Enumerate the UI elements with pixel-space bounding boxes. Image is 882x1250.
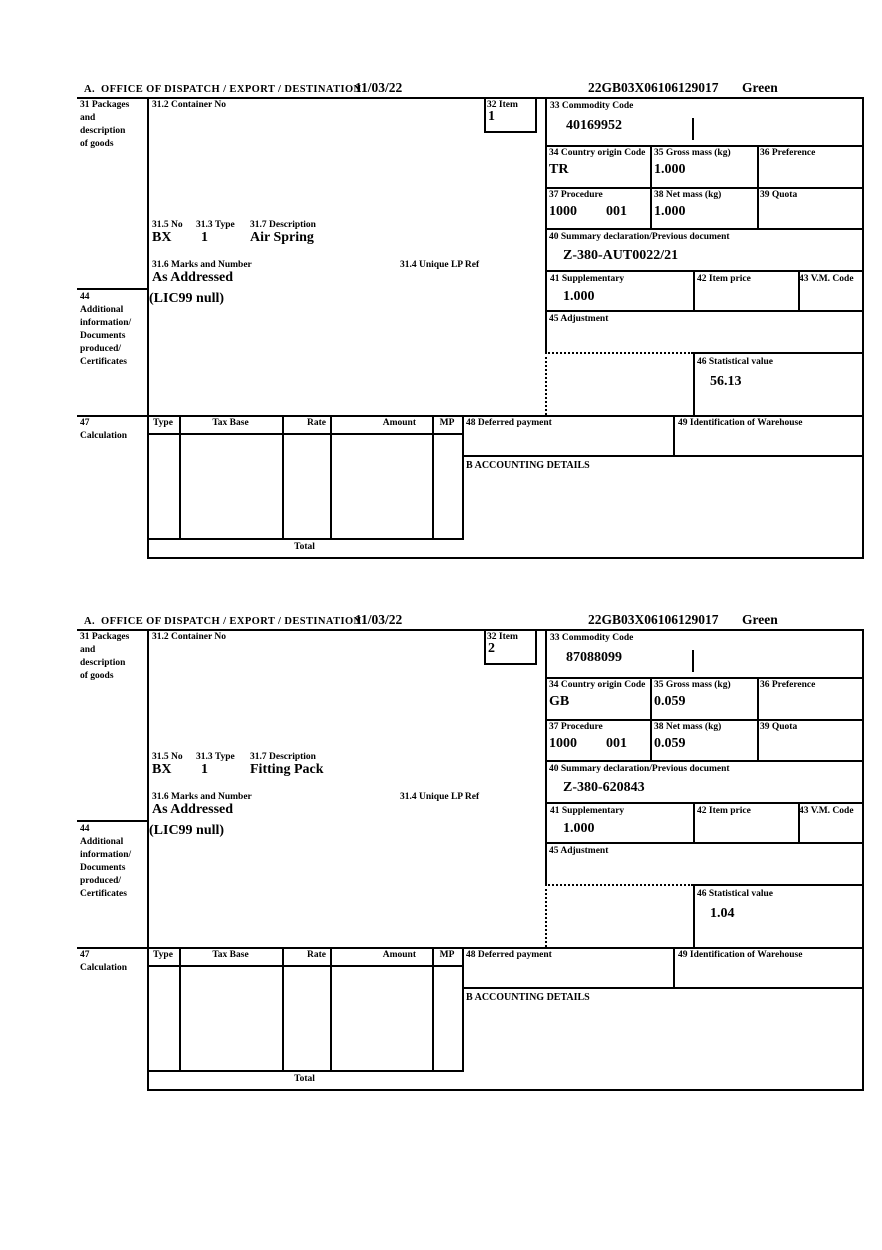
box44-label-line4: Documents bbox=[80, 331, 126, 341]
supplementary-value: 1.000 bbox=[563, 821, 595, 836]
gross-mass-label: 35 Gross mass (kg) bbox=[654, 148, 731, 158]
grid-line bbox=[650, 677, 652, 760]
declaration-item-section bbox=[0, 80, 882, 562]
item-price-label: 42 Item price bbox=[697, 806, 751, 816]
grid-line bbox=[77, 629, 864, 631]
grid-line bbox=[147, 1089, 864, 1091]
unique-lp-ref-label: 31.4 Unique LP Ref bbox=[400, 792, 480, 802]
vm-code-label: 43 V.M. Code bbox=[799, 274, 854, 284]
grid-line bbox=[179, 415, 181, 538]
box44-label-line4: Documents bbox=[80, 863, 126, 873]
grid-line bbox=[693, 270, 695, 310]
country-origin-value: GB bbox=[549, 694, 570, 709]
description-value: Fitting Pack bbox=[250, 762, 324, 777]
grid-line bbox=[147, 629, 149, 1091]
country-origin-label: 34 Country origin Code bbox=[549, 148, 646, 158]
grid-line bbox=[545, 842, 864, 844]
grid-line bbox=[147, 97, 149, 559]
grid-line bbox=[545, 145, 864, 147]
package-no-label: 31.5 No bbox=[152, 752, 183, 762]
statistical-value-label: 46 Statistical value bbox=[697, 357, 773, 367]
box47-label-line1: 47 bbox=[80, 418, 90, 428]
grid-line bbox=[545, 270, 864, 272]
previous-document-label: 40 Summary declaration/Previous document bbox=[549, 764, 730, 774]
box44-label-line2: Additional bbox=[80, 837, 124, 847]
country-origin-label: 34 Country origin Code bbox=[549, 680, 646, 690]
grid-line bbox=[462, 987, 864, 989]
dotted-grid-line bbox=[545, 352, 693, 354]
net-mass-label: 38 Net mass (kg) bbox=[654, 190, 722, 200]
box44-label-line5: produced/ bbox=[80, 876, 122, 886]
commodity-code-value: 40169952 bbox=[566, 118, 622, 133]
marks-number-label: 31.6 Marks and Number bbox=[152, 260, 252, 270]
dotted-grid-line bbox=[545, 352, 547, 415]
box47-label-line1: 47 bbox=[80, 950, 90, 960]
grid-line bbox=[545, 629, 547, 884]
box31-label-line4: of goods bbox=[80, 671, 114, 681]
box31-label-line1: 31 Packages bbox=[80, 100, 130, 110]
grid-line bbox=[462, 415, 464, 538]
calc-header-tax-base: Tax Base bbox=[212, 418, 249, 428]
grid-line bbox=[545, 677, 864, 679]
box47-label-line2: Calculation bbox=[80, 963, 127, 973]
box44-label-line1: 44 bbox=[80, 824, 90, 834]
preference-label: 36 Preference bbox=[760, 680, 816, 690]
grid-line bbox=[147, 557, 864, 559]
box44-label-line5: produced/ bbox=[80, 344, 122, 354]
previous-document-value: Z-380-620843 bbox=[563, 780, 645, 795]
previous-document-value: Z-380-AUT0022/21 bbox=[563, 248, 679, 263]
routing-status: Green bbox=[742, 80, 778, 95]
supplementary-label: 41 Supplementary bbox=[550, 274, 625, 284]
office-of-dispatch-label: A. OFFICE OF DISPATCH / EXPORT / DESTINATION bbox=[84, 616, 362, 627]
grid-line bbox=[757, 145, 759, 228]
grid-line bbox=[673, 947, 675, 987]
calc-header-amount: Amount bbox=[382, 418, 416, 428]
deferred-payment-label: 48 Deferred payment bbox=[466, 418, 552, 428]
description-label: 31.7 Description bbox=[250, 752, 316, 762]
quota-label: 39 Quota bbox=[760, 722, 798, 732]
commodity-code-tick bbox=[692, 650, 694, 672]
box44-label-line1: 44 bbox=[80, 292, 90, 302]
box44-label-line3: information/ bbox=[80, 318, 132, 328]
box44-label-line6: Certificates bbox=[80, 357, 127, 367]
grid-line bbox=[545, 719, 864, 721]
total-label: Total bbox=[294, 542, 315, 552]
grid-line bbox=[545, 97, 547, 352]
item-label: 32 Item bbox=[487, 632, 518, 642]
grid-line bbox=[545, 760, 864, 762]
net-mass-value: 0.059 bbox=[654, 736, 686, 751]
calc-header-rate: Rate bbox=[307, 418, 326, 428]
procedure-value: 1000 bbox=[549, 204, 577, 219]
grid-line bbox=[693, 884, 695, 947]
procedure-label: 37 Procedure bbox=[549, 190, 603, 200]
calc-header-type: Type bbox=[153, 950, 173, 960]
box31-label-line4: of goods bbox=[80, 139, 114, 149]
statistical-value: 56.13 bbox=[710, 374, 742, 389]
box31-label-line2: and bbox=[80, 645, 96, 655]
grid-line bbox=[693, 352, 864, 354]
item-price-label: 42 Item price bbox=[697, 274, 751, 284]
item-number-value: 2 bbox=[488, 641, 495, 656]
commodity-code-label: 33 Commodity Code bbox=[550, 633, 634, 643]
grid-line bbox=[77, 415, 864, 417]
deferred-payment-label: 48 Deferred payment bbox=[466, 950, 552, 960]
warehouse-id-label: 49 Identification of Warehouse bbox=[678, 418, 803, 428]
grid-line bbox=[545, 228, 864, 230]
marks-number-value: As Addressed bbox=[152, 270, 234, 285]
marks-number-value: As Addressed bbox=[152, 802, 234, 817]
package-type-value: 1 bbox=[201, 762, 208, 777]
routing-status: Green bbox=[742, 612, 778, 627]
office-of-dispatch-label: A. OFFICE OF DISPATCH / EXPORT / DESTINATION bbox=[84, 84, 362, 95]
declaration-item-section bbox=[0, 612, 882, 1094]
declaration-date: 11/03/22 bbox=[355, 612, 403, 627]
grid-line bbox=[147, 433, 464, 435]
grid-line bbox=[757, 677, 759, 760]
declaration-reference: 22GB03X06106129017 bbox=[588, 80, 719, 95]
procedure-ext-value: 001 bbox=[606, 736, 627, 751]
accounting-details-label: B ACCOUNTING DETAILS bbox=[466, 460, 590, 471]
description-label: 31.7 Description bbox=[250, 220, 316, 230]
item-label: 32 Item bbox=[487, 100, 518, 110]
dotted-grid-line bbox=[545, 884, 693, 886]
package-type-value: 1 bbox=[201, 230, 208, 245]
grid-line bbox=[545, 802, 864, 804]
procedure-ext-value: 001 bbox=[606, 204, 627, 219]
declaration-date: 11/03/22 bbox=[355, 80, 403, 95]
box31-label-line3: description bbox=[80, 658, 126, 668]
unique-lp-ref-label: 31.4 Unique LP Ref bbox=[400, 260, 480, 270]
commodity-code-label: 33 Commodity Code bbox=[550, 101, 634, 111]
grid-line bbox=[282, 415, 284, 538]
calc-header-rate: Rate bbox=[307, 950, 326, 960]
supplementary-label: 41 Supplementary bbox=[550, 806, 625, 816]
grid-line bbox=[432, 415, 434, 538]
box31-label-line3: description bbox=[80, 126, 126, 136]
adjustment-label: 45 Adjustment bbox=[549, 846, 609, 856]
gross-mass-value: 0.059 bbox=[654, 694, 686, 709]
gross-mass-label: 35 Gross mass (kg) bbox=[654, 680, 731, 690]
grid-line bbox=[282, 947, 284, 1070]
item-number-value: 1 bbox=[488, 109, 495, 124]
previous-document-label: 40 Summary declaration/Previous document bbox=[549, 232, 730, 242]
quota-label: 39 Quota bbox=[760, 190, 798, 200]
package-no-value: BX bbox=[152, 230, 172, 245]
grid-line bbox=[77, 820, 149, 822]
calc-header-amount: Amount bbox=[382, 950, 416, 960]
calc-header-tax-base: Tax Base bbox=[212, 950, 249, 960]
description-value: Air Spring bbox=[250, 230, 314, 245]
declaration-reference: 22GB03X06106129017 bbox=[588, 612, 719, 627]
container-no-label: 31.2 Container No bbox=[152, 100, 226, 110]
net-mass-value: 1.000 bbox=[654, 204, 686, 219]
supplementary-value: 1.000 bbox=[563, 289, 595, 304]
grid-line bbox=[462, 947, 464, 1070]
calc-header-mp: MP bbox=[439, 418, 455, 428]
grid-line bbox=[862, 629, 864, 1091]
grid-line bbox=[650, 145, 652, 228]
grid-line bbox=[693, 802, 695, 842]
grid-line bbox=[673, 415, 675, 455]
total-label: Total bbox=[294, 1074, 315, 1084]
grid-line bbox=[77, 97, 864, 99]
calc-header-type: Type bbox=[153, 418, 173, 428]
procedure-label: 37 Procedure bbox=[549, 722, 603, 732]
grid-line bbox=[147, 965, 464, 967]
grid-line bbox=[77, 947, 864, 949]
box44-label-line2: Additional bbox=[80, 305, 124, 315]
grid-line bbox=[77, 288, 149, 290]
gross-mass-value: 1.000 bbox=[654, 162, 686, 177]
grid-line bbox=[693, 884, 864, 886]
calc-header-mp: MP bbox=[439, 950, 455, 960]
country-origin-value: TR bbox=[549, 162, 569, 177]
grid-line bbox=[330, 415, 332, 538]
package-type-label: 31.3 Type bbox=[196, 220, 235, 230]
vm-code-label: 43 V.M. Code bbox=[799, 806, 854, 816]
warehouse-id-label: 49 Identification of Warehouse bbox=[678, 950, 803, 960]
procedure-value: 1000 bbox=[549, 736, 577, 751]
grid-line bbox=[862, 97, 864, 559]
grid-line bbox=[545, 310, 864, 312]
statistical-value-label: 46 Statistical value bbox=[697, 889, 773, 899]
grid-line bbox=[147, 538, 464, 540]
preference-label: 36 Preference bbox=[760, 148, 816, 158]
package-no-label: 31.5 No bbox=[152, 220, 183, 230]
box44-label-line6: Certificates bbox=[80, 889, 127, 899]
commodity-code-value: 87088099 bbox=[566, 650, 622, 665]
box47-label-line2: Calculation bbox=[80, 431, 127, 441]
grid-line bbox=[432, 947, 434, 1070]
box31-label-line1: 31 Packages bbox=[80, 632, 130, 642]
marks-number-label: 31.6 Marks and Number bbox=[152, 792, 252, 802]
additional-information-value: (LIC99 null) bbox=[149, 823, 225, 838]
grid-line bbox=[545, 187, 864, 189]
accounting-details-label: B ACCOUNTING DETAILS bbox=[466, 992, 590, 1003]
package-no-value: BX bbox=[152, 762, 172, 777]
grid-line bbox=[330, 947, 332, 1070]
additional-information-value: (LIC99 null) bbox=[149, 291, 225, 306]
dotted-grid-line bbox=[545, 884, 547, 947]
commodity-code-tick bbox=[692, 118, 694, 140]
grid-line bbox=[147, 1070, 464, 1072]
adjustment-label: 45 Adjustment bbox=[549, 314, 609, 324]
grid-line bbox=[179, 947, 181, 1070]
grid-line bbox=[462, 455, 864, 457]
grid-line bbox=[693, 352, 695, 415]
statistical-value: 1.04 bbox=[710, 906, 735, 921]
box31-label-line2: and bbox=[80, 113, 96, 123]
package-type-label: 31.3 Type bbox=[196, 752, 235, 762]
container-no-label: 31.2 Container No bbox=[152, 632, 226, 642]
net-mass-label: 38 Net mass (kg) bbox=[654, 722, 722, 732]
box44-label-line3: information/ bbox=[80, 850, 132, 860]
